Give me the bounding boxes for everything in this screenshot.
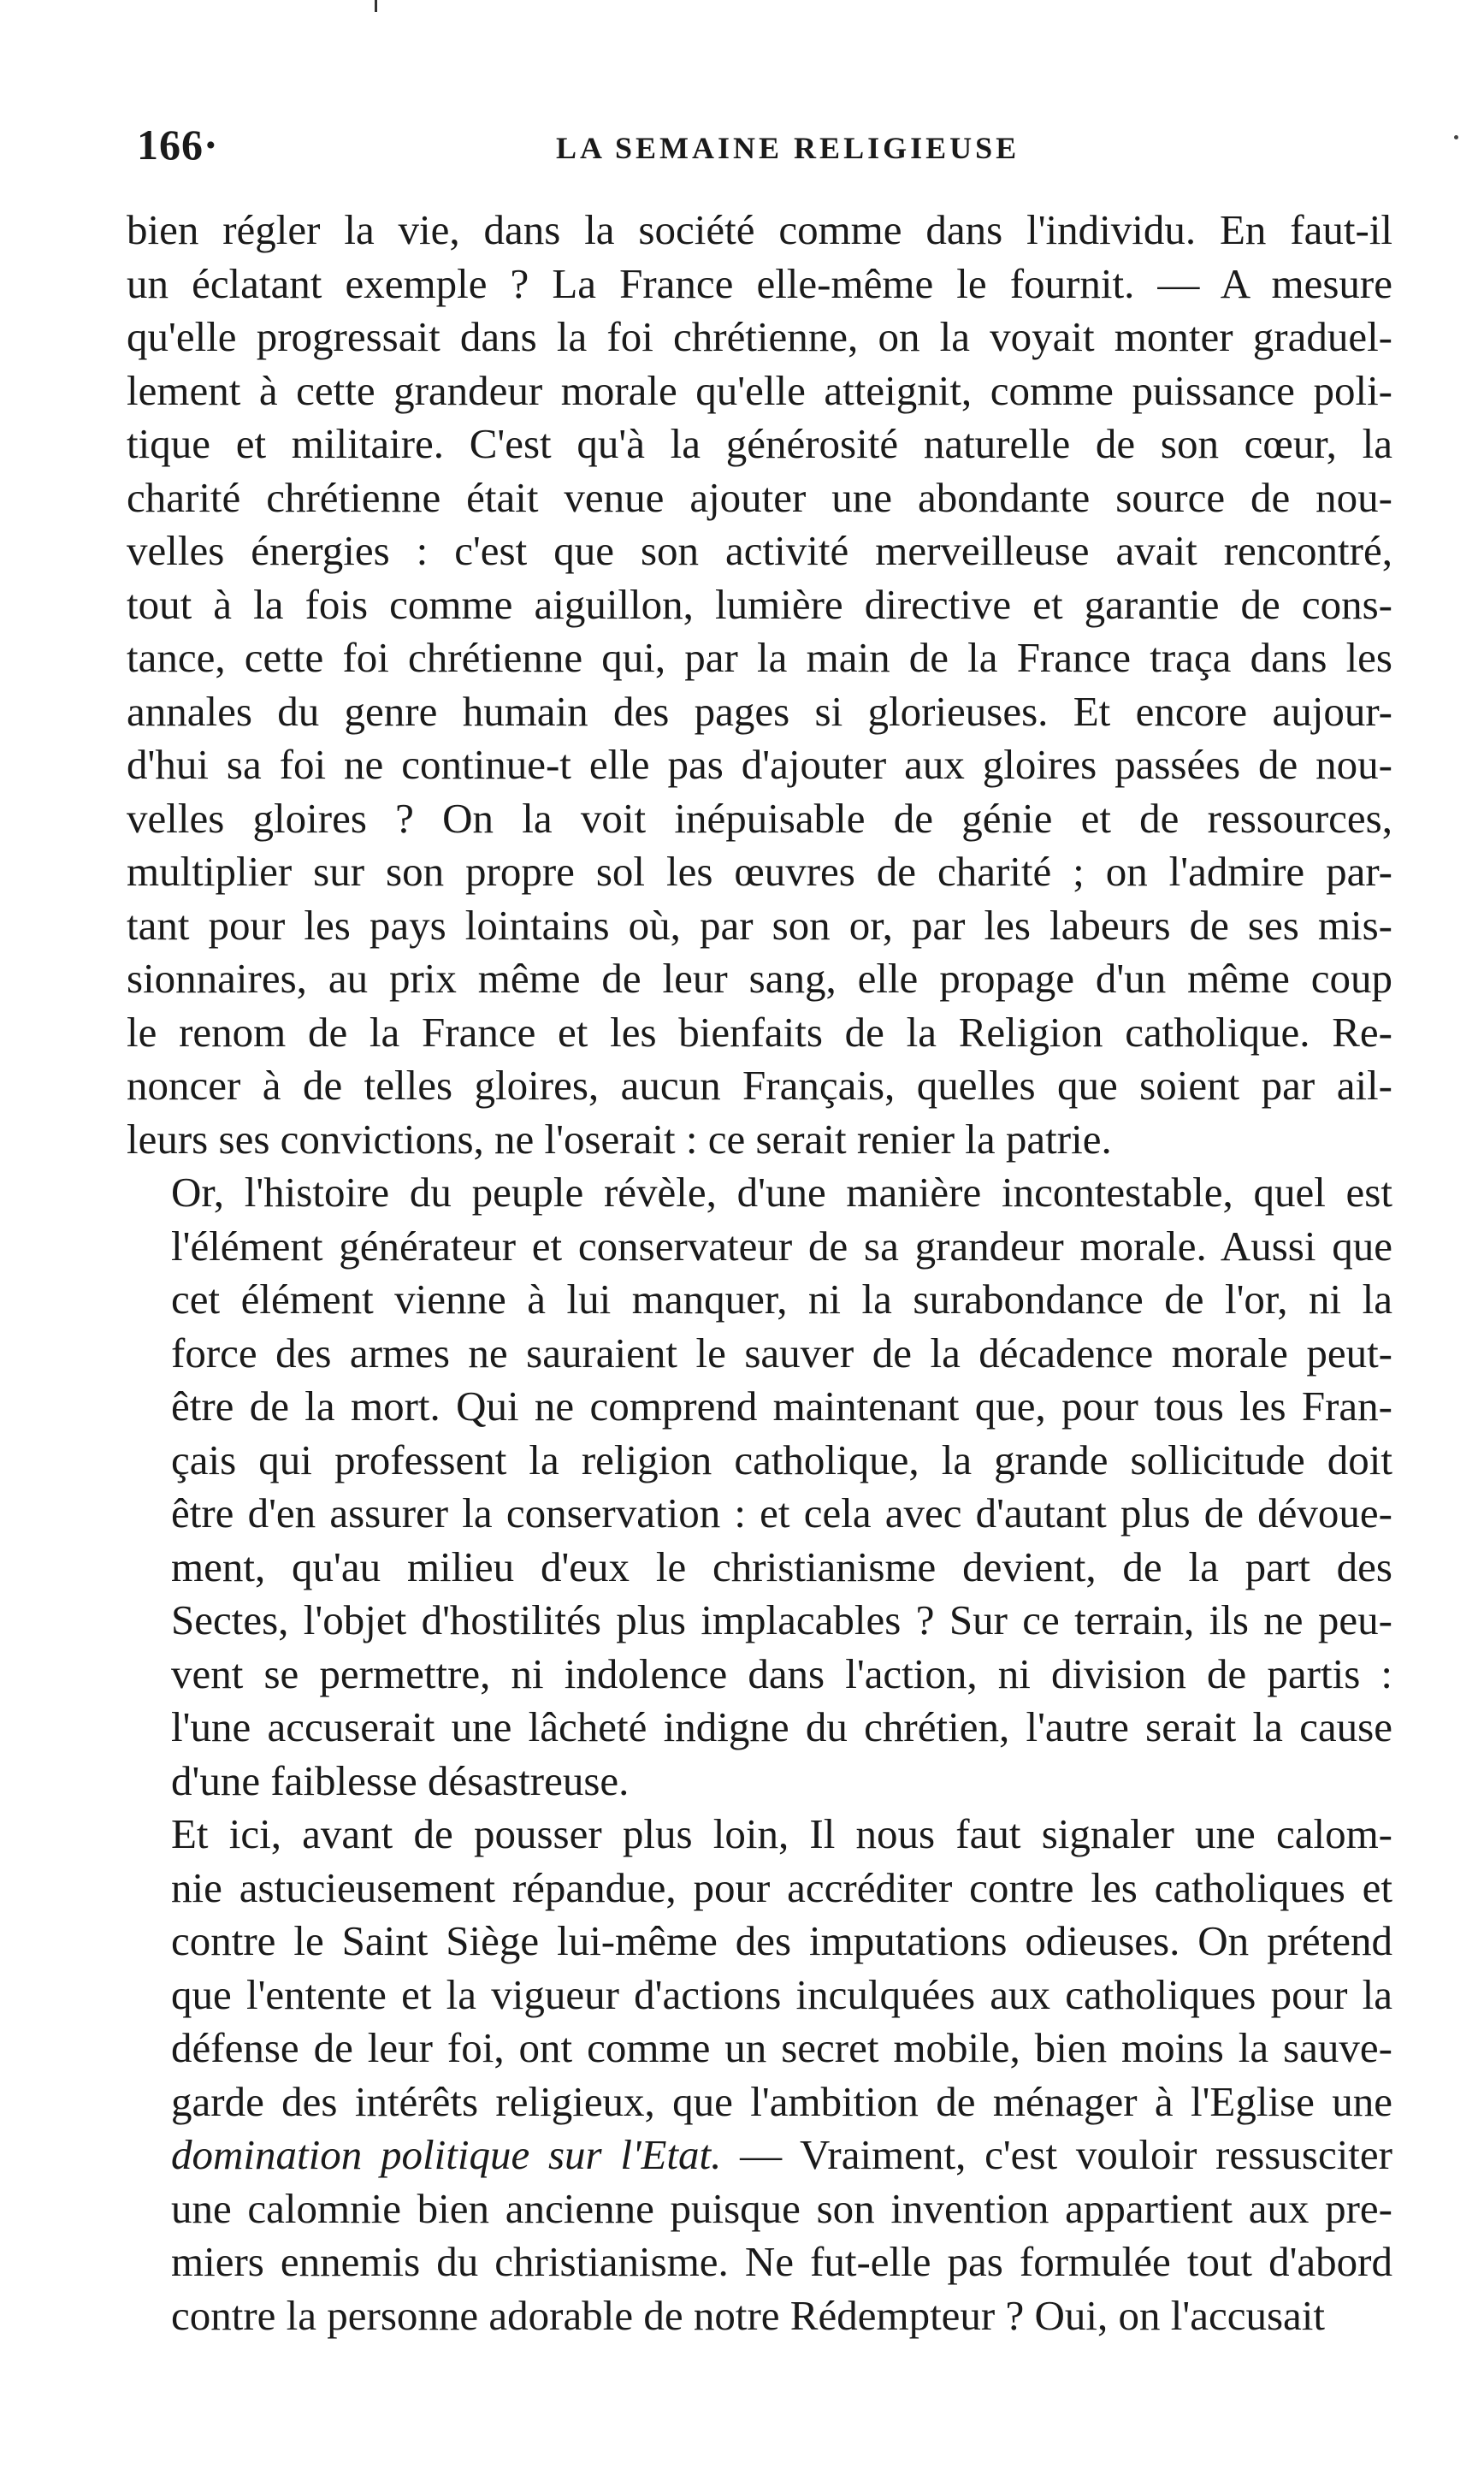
- text-line: sionnaires, au prix même de leur sang, elle propage d'un même coup: [127, 955, 1392, 1002]
- text-line: un éclatant exemple ? La France elle-même le fournit. — A mesure: [127, 259, 1392, 307]
- journal-title: LA SEMAINE RELIGIEUSE: [556, 131, 1020, 165]
- italic-phrase: domination politique sur l'Etat.: [171, 2131, 722, 2178]
- text-line: Et ici, avant de pousser plus loin, Il nous faut signaler une calom-: [171, 1810, 1392, 1857]
- text-line: [127, 2129, 1392, 2182]
- body-text: [127, 204, 1392, 2342]
- paragraph: [127, 1808, 1392, 2342]
- text-line: le renom de la France et les bienfaits de la Religion catholique. Re-: [127, 1008, 1392, 1056]
- text-line: contre la personne adorable de notre Rédempteur ? Oui, on l'accusait: [171, 2291, 1325, 2339]
- text-line: d'hui sa foi ne continue-t elle pas d'ajouter aux gloires passées de nou-: [127, 741, 1392, 788]
- text-line: vent se permettre, ni indolence dans l'action, ni division de partis :: [171, 1649, 1392, 1697]
- text-line: contre le Saint Siège lui-même des imputations odieuses. On prétend: [171, 1917, 1392, 1964]
- text-line: çais qui professent la religion catholique, la grande sollicitude doit: [171, 1436, 1392, 1483]
- text-line: ment, qu'au milieu d'eux le christianisme devient, de la part des: [171, 1542, 1392, 1590]
- text-line: charité chrétienne était venue ajouter une abondante source de nou-: [127, 473, 1392, 521]
- scan-speck: [375, 0, 377, 12]
- text-line: noncer à de telles gloires, aucun Français, quelles que soient par ail-: [127, 1062, 1392, 1109]
- text-line: tance, cette foi chrétienne qui, par la main de la France traça dans les: [127, 634, 1392, 681]
- text-line: tout à la fois comme aiguillon, lumière directive et garantie de cons-: [127, 580, 1392, 628]
- text-line: lement à cette grandeur morale qu'elle atteignit, comme puissance poli-: [127, 366, 1392, 414]
- text-line: velles énergies : c'est que son activité merveilleuse avait rencontré,: [127, 527, 1392, 574]
- text-line: Or, l'histoire du peuple révèle, d'une manière incontestable, quel est: [171, 1169, 1392, 1216]
- text-line: bien régler la vie, dans la société comme dans l'individu. En faut-il: [127, 206, 1392, 253]
- paragraph: [127, 1166, 1392, 1808]
- text-line: d'une faiblesse désastreuse.: [171, 1756, 630, 1804]
- text-line: miers ennemis du christianisme. Ne fut-elle pas formulée tout d'abord: [171, 2238, 1392, 2285]
- text-line: force des armes ne sauraient le sauver de la décadence morale peut-: [171, 1329, 1392, 1377]
- text-line: multiplier sur son propre sol les œuvres de charité ; on l'admire par-: [127, 848, 1392, 895]
- text-line: annales du genre humain des pages si glorieuses. Et encore aujour-: [127, 687, 1392, 735]
- page-number: 166·: [137, 121, 219, 169]
- text-line: nie astucieusement répandue, pour accréditer contre les catholiques et: [171, 1863, 1392, 1911]
- text-line: leurs ses convictions, ne l'oserait : ce serait renier la patrie.: [127, 1115, 1112, 1163]
- paragraph: [127, 204, 1392, 1166]
- text-line: velles gloires ? On la voit inépuisable de génie et de ressources,: [127, 794, 1392, 842]
- scan-speck: [1454, 135, 1458, 139]
- text-line: que l'entente et la vigueur d'actions inculquées aux catholiques pour la: [171, 1970, 1392, 2018]
- text-line: qu'elle progressait dans la foi chrétienne, on la voyait monter graduel-: [127, 313, 1392, 360]
- text-line: tique et militaire. C'est qu'à la générosité naturelle de son cœur, la: [127, 420, 1392, 467]
- text-line: une calomnie bien ancienne puisque son invention appartient aux pre-: [171, 2184, 1392, 2232]
- text-line: défense de leur foi, ont comme un secret mobile, bien moins la sauve-: [171, 2024, 1392, 2071]
- text-line: l'une accuserait une lâcheté indigne du chrétien, l'autre serait la cause: [171, 1703, 1392, 1750]
- text-line: être d'en assurer la conservation : et cela avec d'autant plus de dévoue-: [171, 1489, 1392, 1536]
- text-line: Sectes, l'objet d'hostilités plus implacables ? Sur ce terrain, ils ne peu-: [171, 1596, 1392, 1643]
- running-head: [137, 120, 1394, 188]
- text-line: être de la mort. Qui ne comprend maintenant que, pour tous les Fran-: [171, 1383, 1392, 1430]
- text-fragment: — Vraiment, c'est vouloir ressusciter: [721, 2131, 1392, 2178]
- text-line: cet élément vienne à lui manquer, ni la surabondance de l'or, ni la: [171, 1276, 1392, 1323]
- text-line: tant pour les pays lointains où, par son or, par les labeurs de ses mis-: [127, 901, 1392, 949]
- text-line: garde des intérêts religieux, que l'ambition de ménager à l'Eglise une: [171, 2077, 1392, 2125]
- text-line: l'élément générateur et conservateur de sa grandeur morale. Aussi que: [171, 1222, 1392, 1270]
